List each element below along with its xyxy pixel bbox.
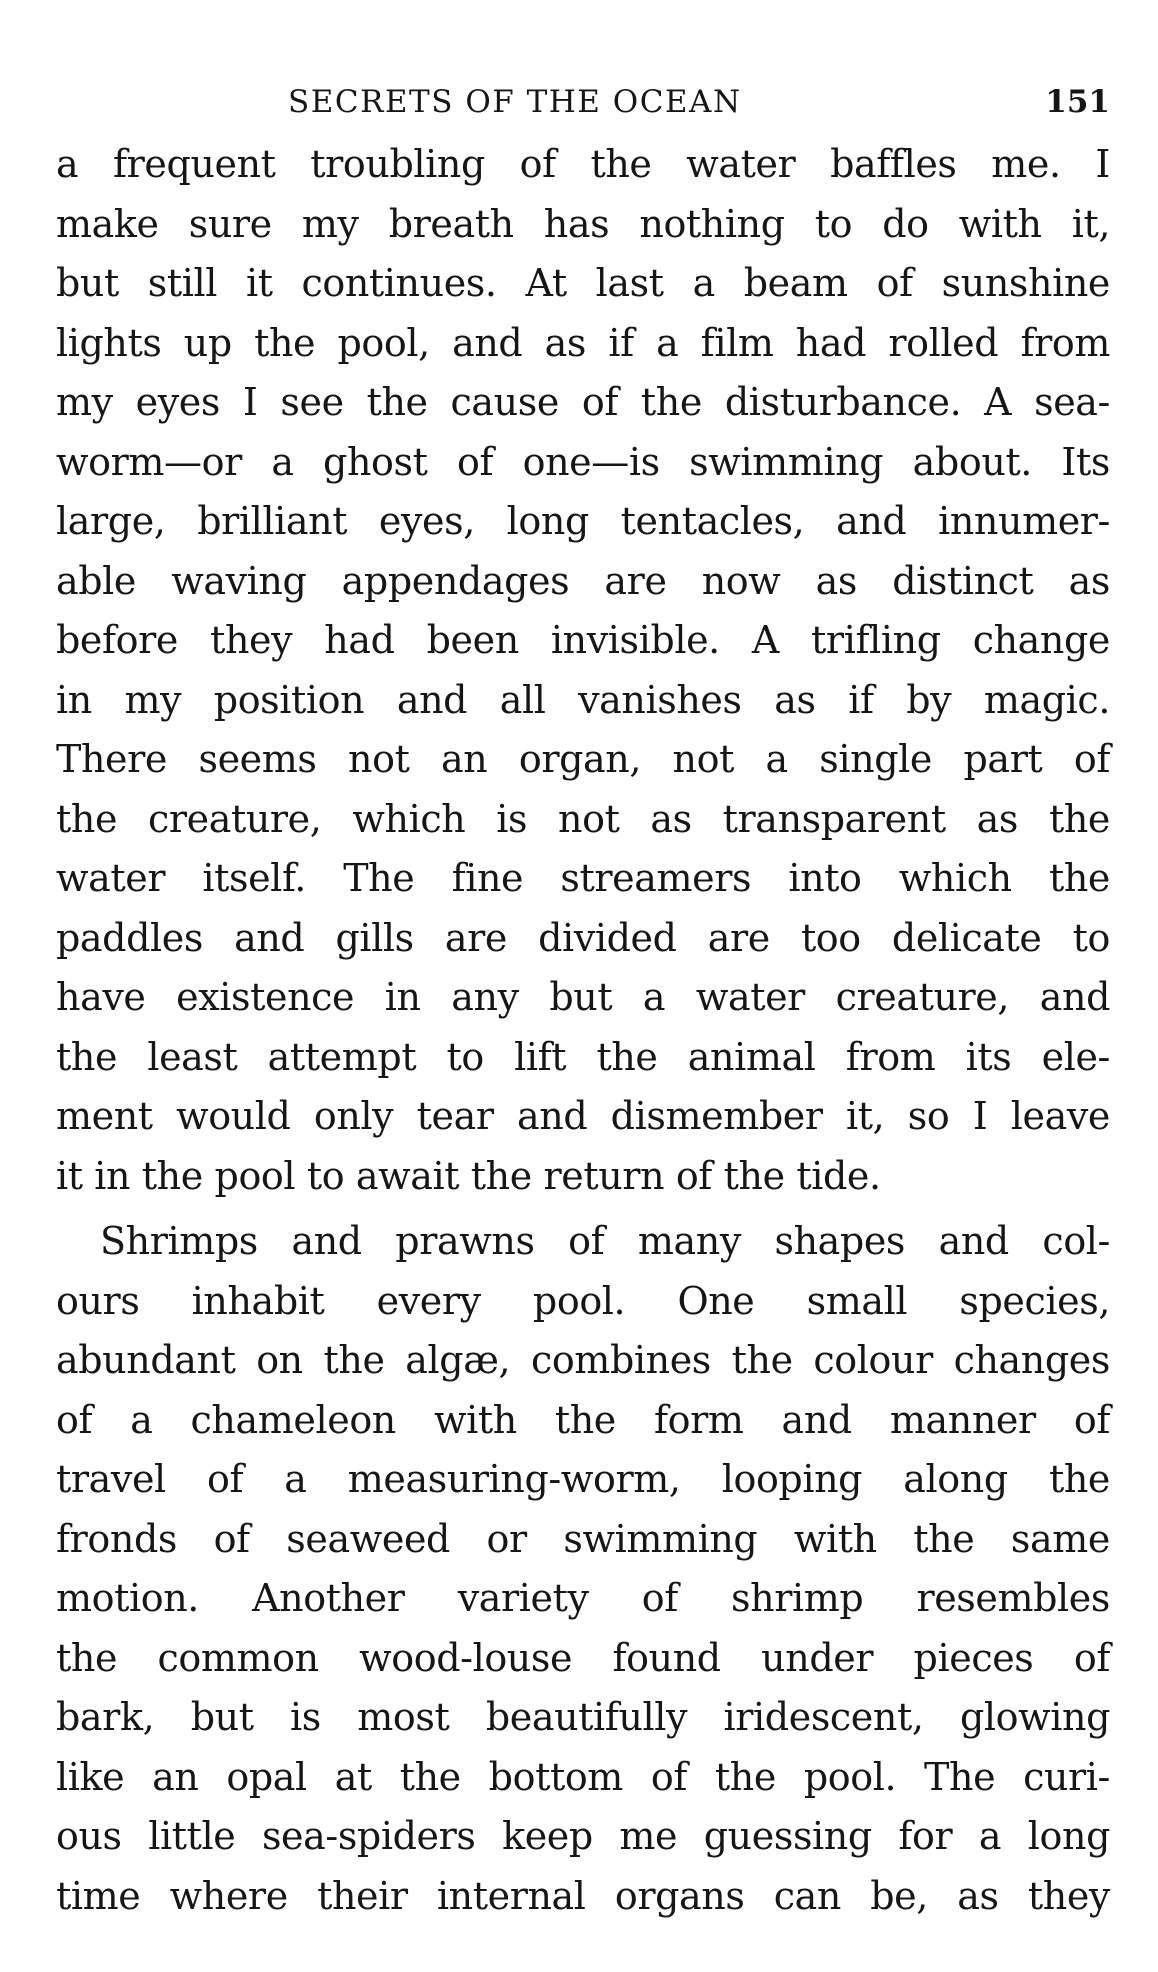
paragraph-1 (56, 135, 1110, 1206)
text-line: ours inhabit every pool. One small species, (56, 1278, 1110, 1323)
text-line: in my position and all vanishes as if by magic. (56, 677, 1110, 722)
text-line: abundant on the algæ, combines the colour changes (56, 1338, 1110, 1382)
text-line: There seems not an organ, not a single part of (56, 737, 1110, 781)
text-line: my eyes I see the cause of the disturbance. A sea- (56, 380, 1110, 424)
text-line: ment would only tear and dismember it, so I leave (56, 1094, 1110, 1138)
text-line: water itself. The fine streamers into which the (56, 856, 1110, 900)
text-line: the creature, which is not as transparent as the (56, 796, 1110, 841)
text-line: able waving appendages are now as distinct as (56, 558, 1110, 603)
text-line: have existence in any but a water creature, and (56, 975, 1110, 1019)
text-line: lights up the pool, and as if a film had rolled from (56, 320, 1110, 365)
text-line: a frequent troubling of the water baffles me. I (56, 142, 1110, 186)
text-line: worm—or a ghost of one—is swimming about. Its (56, 439, 1110, 484)
text-line: large, brilliant eyes, long tentacles, and innumer- (56, 499, 1110, 543)
book-page (56, 0, 1110, 1972)
paragraph-2 (56, 1212, 1110, 1926)
text-line: time where their internal organs can be, as they (56, 1873, 1110, 1918)
text-line: like an opal at the bottom of the pool. The curi- (56, 1754, 1110, 1799)
text-line: but still it continues. At last a beam of sunshine (56, 261, 1110, 305)
text-line: ous little sea-spiders keep me guessing for a long (56, 1814, 1110, 1858)
text-line: fronds of seaweed or swimming with the same (56, 1516, 1110, 1561)
text-line: Shrimps and prawns of many shapes and col- (100, 1219, 1110, 1263)
text-line: motion. Another variety of shrimp resembles (56, 1576, 1110, 1620)
page-number: 151 (1045, 84, 1110, 120)
text-line: it in the pool to await the return of the tide. (56, 1153, 881, 1198)
body-text (56, 135, 1110, 1926)
text-line: the least attempt to lift the animal from its ele- (56, 1034, 1110, 1079)
text-line: the common wood-louse found under pieces of (56, 1635, 1110, 1680)
running-head (56, 82, 1110, 122)
text-line: travel of a measuring-worm, looping along the (56, 1457, 1110, 1501)
text-line: of a chameleon with the form and manner of (56, 1397, 1110, 1442)
text-line: before they had been invisible. A trifling change (56, 618, 1110, 662)
text-line: bark, but is most beautifully iridescent, glowing (56, 1695, 1110, 1739)
running-title: SECRETS OF THE OCEAN (288, 84, 742, 120)
text-line: paddles and gills are divided are too delicate to (56, 915, 1110, 960)
text-line: make sure my breath has nothing to do with it, (56, 201, 1110, 246)
